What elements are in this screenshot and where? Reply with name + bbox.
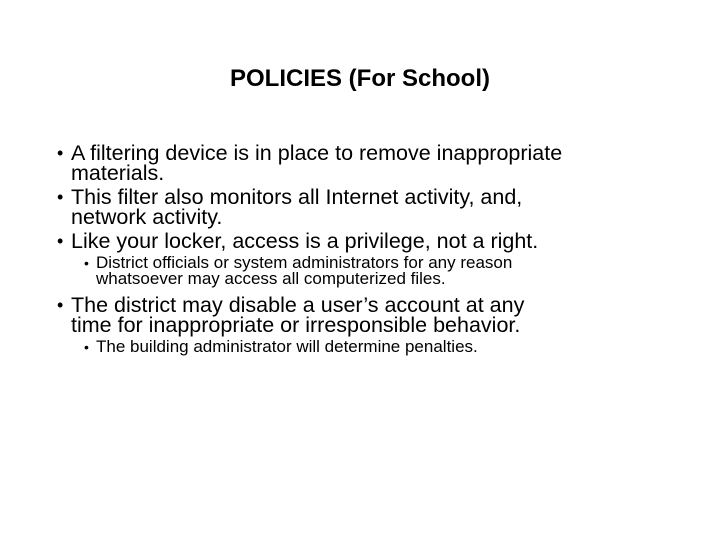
bullet-text-line: network activity. [71,205,223,229]
bullet-list [57,143,697,359]
bullet-dot: • [84,339,89,355]
sub-bullet-item [84,339,697,355]
bullet-item [57,231,697,251]
bullet-text-line: The building administrator will determine penalties. [96,337,478,356]
bullet-dot: • [57,143,64,163]
bullet-item [57,187,697,227]
bullet-item [57,295,697,335]
bullet-dot: • [57,187,64,207]
bullet-text-line: time for inappropriate or irresponsible behavior. [71,313,521,337]
slide-title: POLICIES (For School) [229,65,490,92]
bullet-item [57,143,697,183]
bullet-text-line: whatsoever may access all computerized files. [96,269,446,288]
bullet-dot: • [57,295,64,315]
bullet-text-line: The district may disable a user’s account at any [71,293,525,317]
bullet-text-line: materials. [71,161,165,185]
bullet-text-line: A filtering device is in place to remove inappropriate [71,141,563,165]
bullet-text-line: This filter also monitors all Internet activity, and, [71,185,523,209]
bullet-text-line: District officials or system administrators for any reason [96,253,513,272]
bullet-text-line: Like your locker, access is a privilege, not a right. [71,229,539,253]
bullet-dot: • [84,255,89,271]
bullet-dot: • [57,231,64,251]
sub-bullet-item [84,255,697,287]
